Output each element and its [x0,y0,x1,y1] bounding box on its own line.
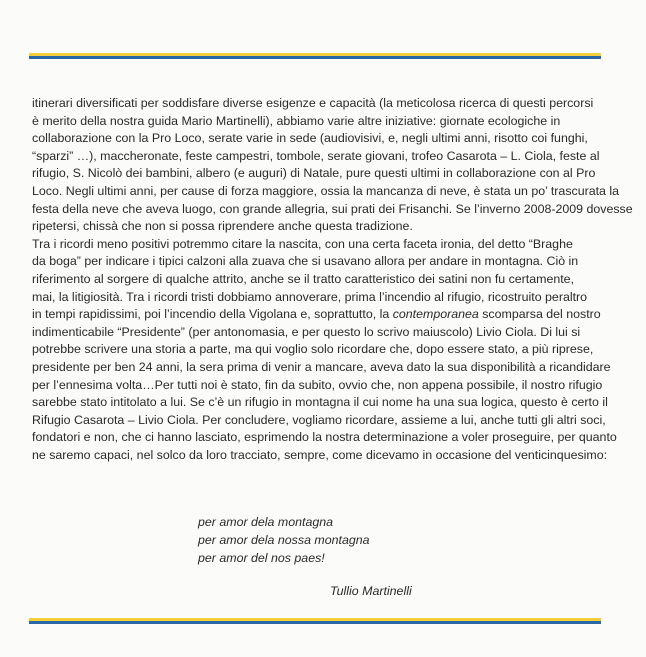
poem-line: per amor del nos paes! [198,551,325,565]
body-line-with-emphasis [32,306,607,324]
body-line: da boga” per indicare i tipici calzoni alla zuava che si usavano allora per andare in montagna. Ciò in [32,254,579,269]
body-line: indimenticabile “Presidente” (per antonomasia, e per questo lo scrivo maiuscolo) Livio Ciola. Di lui si [32,324,581,339]
poem-line: per amor dela nossa montagna [198,533,370,547]
bottom-rule [29,618,601,624]
body-line: collaborazione con la Pro Loco, serate varie in sede (audiovisivi, e, negli ultimi anni, risotto coi funghi, [32,131,588,146]
body-line: mai, la litigiosità. Tra i ricordi tristi dobbiamo annoverare, prima l’incendio al rifugio, ricostruito peraltro [32,289,588,304]
body-line: ripetersi, chissà che non si possa riprendere anche questa tradizione. [32,219,413,234]
body-line: festa della neve che aveva luogo, con grande allegria, sui prati dei Frisanchi. Se l’inverno 2008-2009 dovesse [32,201,633,216]
body-line: è merito della nostra guida Mario Martinelli), abbiamo varie altre iniziative: giornate ecologiche in [32,113,561,128]
poem-line: per amor dela montagna [198,515,334,529]
top-rule [29,53,601,59]
body-line: presidente per ben 24 anni, la sera prima di venir a mancare, aveva dato la sua disponibilità a ricandidare [32,359,611,374]
body-line: riferimento al sorgere di qualche attrito, anche se il tratto caratteristico dei satini non fu certamente, [32,271,575,286]
emphasis-contemporanea: contemporanea [392,307,479,322]
top-rule-blue-stripe [29,56,601,59]
body-line: rifugio, S. Nicolò dei bambini, albero (e auguri) di Natale, pure questi ultimi in collaborazione con al Pro [32,166,596,181]
body-line: Tra i ricordi meno positivi potremmo citare la nascita, con una certa faceta ironia, del detto “Braghe [32,236,573,251]
body-line: itinerari diversificati per soddisfare diverse esigenze e capacità (la meticolosa ricerca di questi percorsi [32,96,594,110]
article-body [32,95,633,464]
body-line: Rifugio Casarota – Livio Ciola. Per concludere, vogliamo ricordare, assieme a lui, anche tutti gli altri soci, [32,412,606,427]
body-line: potrebbe scrivere una storia a parte, ma qui voglio solo ricordare che, dopo essere stato, a più riprese, [32,342,594,357]
body-line: Loco. Negli ultimi anni, per cause di forza maggiore, ossia la mancanza di neve, è stata un po’ trascurata la [32,183,620,198]
bottom-rule-blue-stripe [29,621,601,624]
poem-block [198,513,370,567]
body-line-end: scomparsa del nostro [478,307,601,322]
author-signature: Tullio Martinelli [330,584,412,598]
body-line: “sparzi” …), maccheronate, feste campestri, tombole, serate giovani, trofeo Casarota – L. Ciola, feste al [32,148,600,163]
body-line: fondatori e non, che ci hanno lasciato, esprimendo la nostra determinazione a voler proseguire, per quanto [32,430,617,445]
body-line: ne saremo capaci, nel solco da loro tracciato, sempre, come dicevamo in occasione del venticinquesimo: [32,447,608,462]
body-line: sarebbe stato intitolato a lui. Se c’è un rifugio in montagna il cui nome ha una sua logica, questo è certo il [32,395,608,410]
body-line-start: in tempi rapidissimi, poi l’incendio della Vigolana e, soprattutto, la [32,307,393,322]
body-line: per l’ennesima volta…Per tutti noi è stato, fin da subito, ovvio che, non appena possibile, il nostro rifugio [32,377,603,392]
